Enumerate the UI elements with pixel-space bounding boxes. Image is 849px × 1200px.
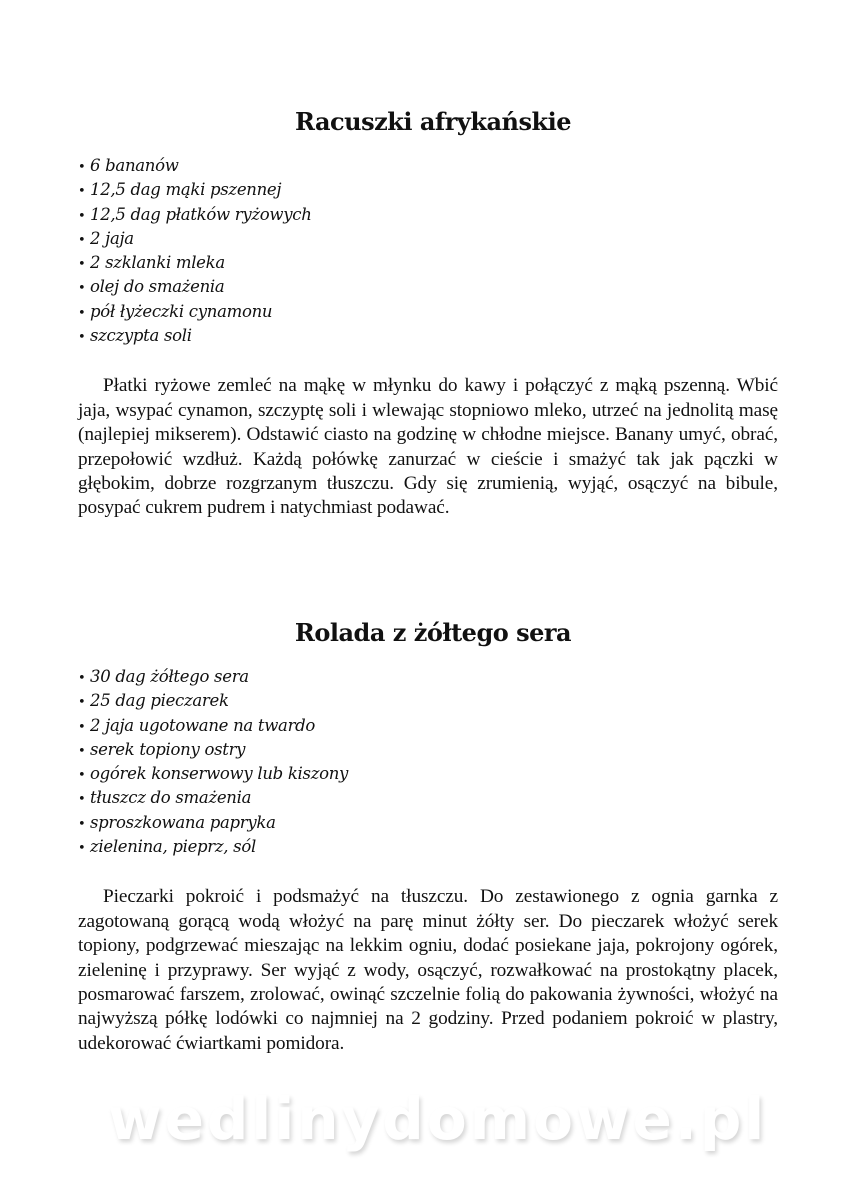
bullet-icon: • bbox=[78, 816, 86, 832]
recipe-title: Rolada z żółtego sera bbox=[294, 618, 572, 647]
ingredient-item: • sproszkowana papryka bbox=[78, 811, 778, 835]
bullet-icon: • bbox=[78, 719, 86, 735]
ingredient-item: • szczypta soli bbox=[78, 324, 778, 348]
ingredient-item: • 2 jaja ugotowane na twardo bbox=[78, 714, 778, 738]
bullet-icon: • bbox=[78, 208, 86, 224]
ingredient-item: • 12,5 dag płatków ryżowych bbox=[78, 203, 778, 227]
ingredient-item: • 2 jaja bbox=[78, 227, 778, 251]
bullet-icon: • bbox=[78, 841, 86, 857]
ingredient-item: • 6 bananów bbox=[78, 154, 778, 178]
ingredient-item: • olej do smażenia bbox=[78, 275, 778, 299]
ingredient-item: • 12,5 dag mąki pszennej bbox=[78, 178, 778, 202]
recipe-title: Racuszki afrykańskie bbox=[295, 107, 571, 136]
ingredient-item: • pół łyżeczki cynamonu bbox=[78, 300, 778, 324]
ingredient-item: • 30 dag żółtego sera bbox=[78, 665, 778, 689]
bullet-icon: • bbox=[78, 281, 86, 297]
bullet-icon: • bbox=[78, 160, 86, 175]
ingredient-item: • tłuszcz do smażenia bbox=[78, 786, 778, 810]
bullet-icon: • bbox=[78, 232, 86, 248]
bullet-icon: • bbox=[78, 792, 86, 808]
ingredient-list bbox=[78, 154, 778, 348]
bullet-icon: • bbox=[78, 743, 86, 759]
bullet-icon: • bbox=[78, 257, 86, 273]
ingredient-item: • 2 szklanki mleka bbox=[78, 251, 778, 275]
ingredient-item: • serek topiony ostry bbox=[78, 738, 778, 762]
bullet-icon: • bbox=[78, 671, 86, 686]
bullet-icon: • bbox=[78, 695, 86, 711]
recipe-racuszki-afrykanskie bbox=[78, 104, 778, 521]
bullet-icon: • bbox=[78, 184, 86, 200]
ingredient-list bbox=[78, 665, 778, 859]
bullet-icon: • bbox=[78, 768, 86, 784]
watermark: wedlinydomowe.pl bbox=[108, 1085, 768, 1153]
ingredient-item: • ogórek konserwowy lub kiszony bbox=[78, 762, 778, 786]
recipe-rolada-z-zoltego-sera bbox=[78, 615, 778, 1056]
ingredient-item: • zielenina, pieprz, sól bbox=[78, 835, 778, 859]
bullet-icon: • bbox=[78, 330, 86, 346]
recipe-instructions: Pieczarki pokroić i podsmażyć na tłuszczu. Do zestawionego z ognia garnka z zagotowaną gorącą wodą włożyć na parę minut żółty ser. Do pieczarek włożyć serek topiony, podgrzewać mieszając na lekkim ogniu, dodać posiekane jaja, pokrojony ogórek, zieleninę i przyprawy. Ser wyjąć z wody, osączyć, rozwałkować na prostokątny placek, posmarować farszem, zrolować, owinąć szczelnie folią do pakowania żywności, włożyć na najwyższą półkę lodówki co najmniej na 2 godziny. Przed podaniem pokroić w plastry, udekorować ćwiartkami pomidora. bbox=[78, 886, 778, 1054]
ingredient-item: • 25 dag pieczarek bbox=[78, 689, 778, 713]
recipe-instructions: Płatki ryżowe zemleć na mąkę w młynku do kawy i połączyć z mąką pszenną. Wbić jaja, wsypać cynamon, szczyptę soli i wlewając stopniowo mleko, utrzeć na jednolitą masę (najlepiej mikserem). Odstawić ciasto na godzinę w chłodne miejsce. Banany umyć, obrać, przepołowić wzdłuż. Każdą połówkę zanurzać w cieście i smażyć tak jak pączki w głębokim, dobrze rozgrzanym tłuszczu. Gdy się zrumienią, wyjąć, osączyć na bibule, posypać cukrem pudrem i natychmiast podawać. bbox=[78, 375, 778, 519]
bullet-icon: • bbox=[78, 305, 86, 321]
